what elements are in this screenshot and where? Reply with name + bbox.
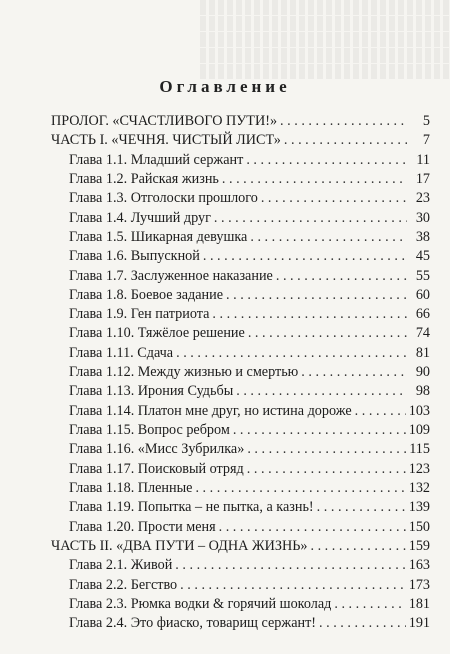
dot-leader bbox=[195, 480, 405, 497]
toc-part-entry bbox=[51, 132, 430, 151]
toc-entry-title: Глава 2.4. Это фиаско, товарищ сержант! bbox=[69, 615, 317, 632]
toc-chapter-entry bbox=[51, 190, 430, 209]
toc-entry-title: Глава 2.1. Живой bbox=[69, 557, 173, 574]
dot-leader bbox=[250, 229, 407, 246]
toc-entry-title: ЧАСТЬ I. «ЧЕЧНЯ. ЧИСТЫЙ ЛИСТ» bbox=[51, 132, 281, 149]
toc-chapter-entry bbox=[51, 325, 430, 344]
toc-entry-page-number: 90 bbox=[415, 364, 430, 381]
toc-entry-page-number: 11 bbox=[416, 151, 430, 168]
dot-leader bbox=[203, 248, 407, 265]
toc-entry-title: Глава 1.18. Пленные bbox=[69, 479, 193, 496]
toc-chapter-entry bbox=[51, 171, 430, 190]
toc-entry-title: Глава 1.1. Младший сержант bbox=[69, 151, 244, 168]
toc-entry-title: ПРОЛОГ. «СЧАСТЛИВОГО ПУТИ!» bbox=[51, 113, 278, 129]
dot-leader bbox=[222, 171, 407, 188]
dot-leader bbox=[284, 132, 407, 149]
toc-entry-page-number: 191 bbox=[408, 615, 430, 632]
toc-chapter-entry bbox=[51, 248, 430, 267]
dot-leader bbox=[334, 596, 405, 613]
toc-entry-title: Глава 1.3. Отголоски прошлого bbox=[69, 190, 258, 207]
toc-chapter-entry bbox=[51, 615, 430, 634]
toc-entry-title: Глава 1.4. Лучший друг bbox=[69, 209, 211, 226]
toc-entry-page-number: 5 bbox=[422, 113, 430, 129]
toc-entry-title: Глава 1.7. Заслуженное наказание bbox=[69, 267, 273, 284]
dot-leader bbox=[214, 210, 407, 227]
toc-entry-page-number: 7 bbox=[422, 132, 430, 149]
toc-entry-title: Глава 1.9. Ген патриота bbox=[69, 306, 210, 323]
toc-chapter-entry bbox=[51, 519, 430, 538]
table-of-contents bbox=[51, 113, 430, 634]
toc-chapter-entry bbox=[51, 210, 430, 229]
toc-entry-page-number: 109 bbox=[408, 422, 430, 438]
toc-entry-page-number: 181 bbox=[408, 595, 430, 612]
toc-entry-page-number: 45 bbox=[415, 248, 430, 265]
toc-entry-page-number: 139 bbox=[408, 499, 430, 516]
dot-leader bbox=[180, 577, 406, 594]
dot-leader bbox=[176, 345, 407, 362]
toc-part-entry bbox=[51, 538, 430, 557]
toc-entry-page-number: 23 bbox=[415, 190, 430, 207]
dot-leader bbox=[310, 538, 405, 555]
toc-entry-title: Глава 1.11. Сдача bbox=[69, 344, 174, 361]
toc-chapter-entry bbox=[51, 596, 430, 615]
toc-entry-title: Глава 2.3. Рюмка водки & горячий шоколад bbox=[69, 595, 332, 612]
dot-leader bbox=[247, 461, 406, 478]
dot-leader bbox=[276, 268, 407, 285]
toc-entry-title: Глава 1.14. Платон мне друг, но истина дороже bbox=[69, 402, 352, 419]
toc-entry-page-number: 55 bbox=[415, 267, 430, 284]
toc-entry-page-number: 150 bbox=[408, 518, 430, 535]
toc-entry-title: Глава 1.10. Тяжёлое решение bbox=[69, 325, 245, 342]
toc-chapter-entry bbox=[51, 287, 430, 306]
dot-leader bbox=[246, 152, 407, 169]
dot-leader bbox=[355, 403, 406, 420]
toc-entry-title: Глава 1.13. Ирония Судьбы bbox=[69, 383, 234, 400]
dot-leader bbox=[247, 441, 406, 458]
toc-part-entry bbox=[51, 113, 430, 132]
toc-chapter-entry bbox=[51, 268, 430, 287]
toc-entry-title: Глава 1.6. Выпускной bbox=[69, 248, 200, 265]
dot-leader bbox=[301, 364, 407, 381]
dot-leader bbox=[233, 422, 406, 439]
toc-entry-title: Глава 1.8. Боевое задание bbox=[69, 286, 224, 303]
dot-leader bbox=[317, 499, 406, 516]
dot-leader bbox=[226, 287, 407, 304]
toc-entry-title: Глава 2.2. Бегство bbox=[69, 576, 178, 593]
toc-entry-title: Глава 1.2. Райская жизнь bbox=[69, 170, 219, 187]
dot-leader bbox=[175, 557, 405, 574]
toc-entry-title: Глава 1.12. Между жизнью и смертью bbox=[69, 364, 299, 381]
toc-chapter-entry bbox=[51, 383, 430, 402]
toc-entry-page-number: 17 bbox=[415, 170, 430, 187]
toc-entry-title: ЧАСТЬ II. «ДВА ПУТИ – ОДНА ЖИЗНЬ» bbox=[51, 537, 308, 554]
toc-entry-title: Глава 1.20. Прости меня bbox=[69, 518, 216, 535]
toc-chapter-entry bbox=[51, 577, 430, 596]
dot-leader bbox=[319, 615, 406, 632]
toc-chapter-entry bbox=[51, 306, 430, 325]
toc-entry-page-number: 115 bbox=[409, 441, 430, 458]
toc-chapter-entry bbox=[51, 364, 430, 383]
toc-entry-page-number: 81 bbox=[415, 344, 430, 361]
dot-leader bbox=[212, 306, 407, 323]
toc-entry-page-number: 173 bbox=[408, 576, 430, 593]
toc-chapter-entry bbox=[51, 152, 430, 171]
toc-chapter-entry bbox=[51, 480, 430, 499]
dot-leader bbox=[280, 113, 407, 130]
toc-entry-page-number: 98 bbox=[415, 383, 430, 400]
toc-entry-page-number: 163 bbox=[408, 557, 430, 574]
toc-entry-title: Глава 1.5. Шикарная девушка bbox=[69, 228, 248, 245]
toc-entry-page-number: 38 bbox=[415, 228, 430, 245]
toc-chapter-entry bbox=[51, 557, 430, 576]
toc-entry-page-number: 66 bbox=[415, 306, 430, 323]
toc-entry-page-number: 132 bbox=[408, 479, 430, 496]
toc-entry-page-number: 74 bbox=[415, 325, 430, 342]
toc-chapter-entry bbox=[51, 441, 430, 460]
toc-entry-page-number: 123 bbox=[408, 460, 430, 477]
toc-entry-title: Глава 1.15. Вопрос ребром bbox=[69, 422, 230, 438]
toc-chapter-entry bbox=[51, 499, 430, 518]
toc-chapter-entry bbox=[51, 229, 430, 248]
toc-chapter-entry bbox=[51, 403, 430, 422]
toc-chapter-entry bbox=[51, 422, 430, 441]
toc-entry-page-number: 30 bbox=[415, 209, 430, 226]
dot-leader bbox=[236, 383, 407, 400]
dot-leader bbox=[219, 519, 406, 536]
toc-entry-page-number: 103 bbox=[408, 402, 430, 419]
toc-entry-title: Глава 1.17. Поисковый отряд bbox=[69, 460, 244, 477]
toc-entry-title: Глава 1.19. Попытка – не пытка, а казнь! bbox=[69, 499, 314, 516]
page-title: Оглавление bbox=[159, 77, 291, 96]
dot-leader bbox=[261, 190, 407, 207]
dot-leader bbox=[248, 325, 407, 342]
toc-entry-page-number: 159 bbox=[408, 537, 430, 554]
toc-entry-page-number: 60 bbox=[415, 286, 430, 303]
toc-chapter-entry bbox=[51, 345, 430, 364]
toc-chapter-entry bbox=[51, 461, 430, 480]
toc-entry-title: Глава 1.16. «Мисс Зубрилка» bbox=[69, 441, 245, 458]
